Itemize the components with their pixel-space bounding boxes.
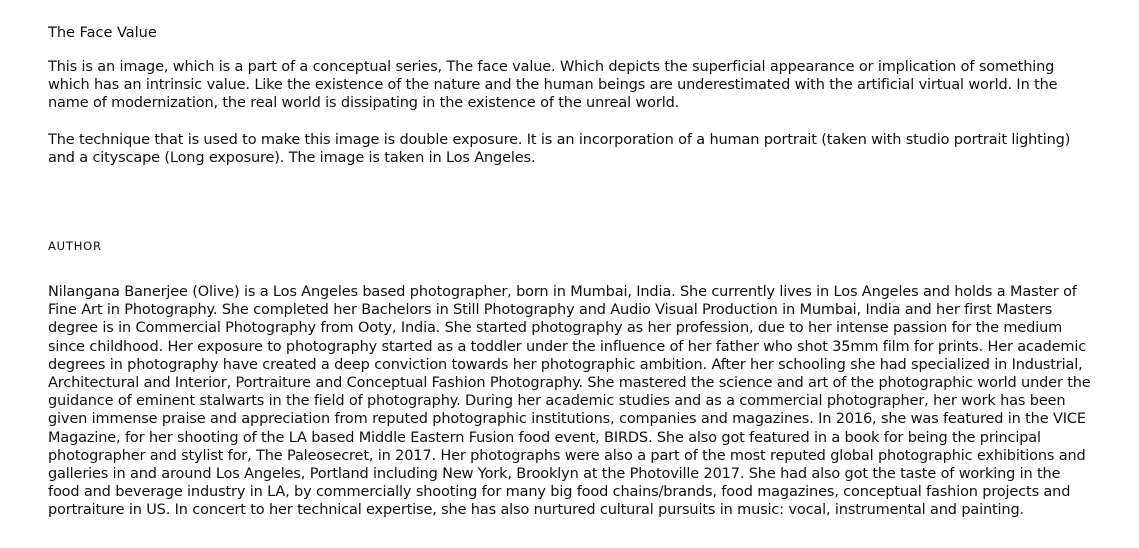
author-bio: Nilangana Banerjee (Olive) is a Los Angeles based photographer, born in Mumbai, India. She currently lives in Los Angeles and holds a Master of Fine Art in Photography. She completed her Bachelors in Still Photography and Audio Visual Production in Mumbai, India and her first Masters degree is in Commercial Photography from Ooty, India. She started photography as her profession, due to her intense passion for the medium since childhood. Her exposure to photography started as a toddler under the influence of her father who shot 35mm film for prints. Her academic degrees in photography have created a deep conviction towards her photographic ambition. After her schooling she had specialized in Industrial, Architectural and Interior, Portraiture and Conceptual Fashion Photography. She mastered the science and art of the photographic world under the guidance of eminent stalwarts in the field of photography. During her academic studies and as a commercial photographer, her work has been given immense praise and appreciation from reputed photographic institutions, companies and magazines. In 2016, she was featured in the VICE Magazine, for her shooting of the LA based Middle Eastern Fusion food event, BIRDS. She also got featured in a book for being the principal photographer and stylist for, The Paleosecret, in 2017. Her photographs were also a part of the most reputed global photographic exhibitions and galleries in and around Los Angeles, Portland including New York, Brooklyn at the Photoville 2017. She had also got the taste of working in the food and beverage industry in LA, by commercially shooting for many big food chains/brands, food magazines, conceptual fashion projects and portraiture in US. In concert to her technical expertise, she has also nurtured cultural pursuits in music: vocal, instrumental and painting. bbox=[48, 284, 1091, 519]
artwork-title: The Face Value bbox=[48, 25, 157, 41]
author-heading: AUTHOR bbox=[48, 239, 102, 254]
author-section bbox=[48, 239, 1091, 520]
artwork-description bbox=[48, 24, 1091, 167]
artwork-paragraph: This is an image, which is a part of a conceptual series, The face value. Which depicts the superficial appearance or implication of something which has an intrinsic value. Like the existence of the nature and the human beings are underestimated with the artificial virtual world. In the name of modernization, the real world is dissipating in the existence of the unreal world. bbox=[48, 59, 1058, 112]
artwork-paragraph: The technique that is used to make this image is double exposure. It is an incorporation of a human portrait (taken with studio portrait lighting) and a cityscape (Long exposure). The image is taken in Los Angeles. bbox=[48, 131, 1071, 166]
